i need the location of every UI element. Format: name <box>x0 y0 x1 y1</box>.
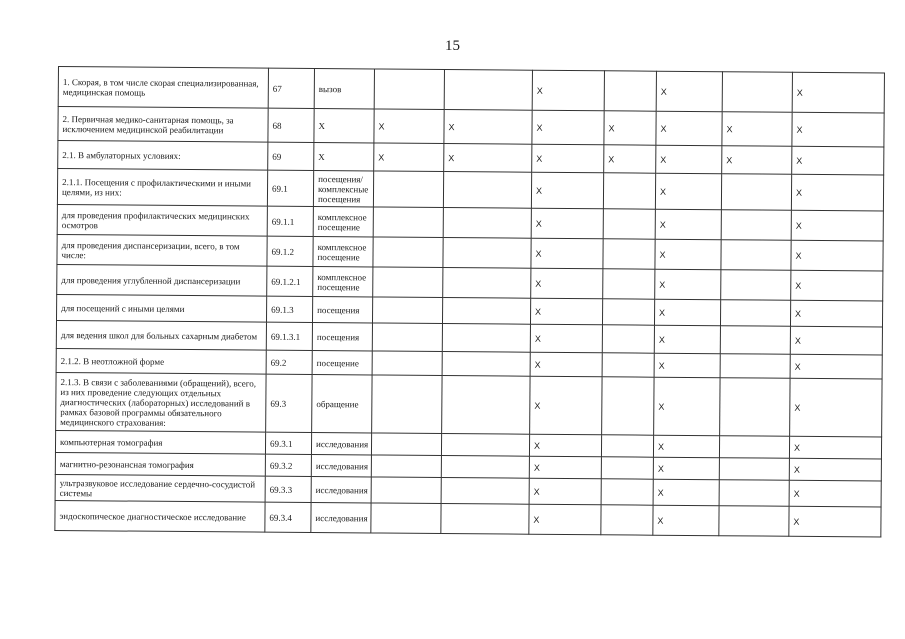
row-name-cell: для ведения школ для больных сахарным диабетом <box>56 320 266 350</box>
row-value-cell <box>721 210 791 241</box>
row-value-cell: Х <box>790 354 882 379</box>
page-number: 15 <box>445 38 460 54</box>
row-value-cell <box>374 69 444 110</box>
row-name-cell: 2.1. В амбулаторных условиях: <box>58 141 268 171</box>
row-name-cell: для проведения профилактических медицинских осмотров <box>57 204 267 236</box>
row-number-cell: 69.1.1 <box>267 206 313 236</box>
row-value-cell <box>601 479 653 505</box>
table-body <box>55 67 885 537</box>
row-value-cell: Х <box>792 72 884 113</box>
row-value-cell <box>601 435 653 457</box>
row-unit-cell: Х <box>314 143 374 171</box>
row-value-cell <box>719 506 789 537</box>
row-value-cell <box>604 71 656 111</box>
row-unit-cell: исследования <box>311 455 371 477</box>
row-number-cell: 68 <box>268 108 314 142</box>
row-value-cell: Х <box>532 144 604 173</box>
row-number-cell: 69.1 <box>267 170 313 206</box>
row-value-cell <box>720 354 790 379</box>
row-number-cell: 69.3.2 <box>265 454 311 476</box>
row-number-cell: 69.3 <box>266 374 312 432</box>
row-value-cell: Х <box>531 268 603 299</box>
row-value-cell <box>442 324 530 353</box>
row-unit-cell: комплексное посещение <box>313 267 373 297</box>
row-value-cell <box>719 436 789 459</box>
row-value-cell <box>442 352 530 377</box>
row-value-cell: Х <box>790 326 882 355</box>
row-number-cell: 69.3.4 <box>265 502 311 532</box>
row-value-cell <box>721 240 791 271</box>
row-value-cell: Х <box>529 434 601 457</box>
row-value-cell <box>602 325 654 353</box>
row-number-cell: 69.1.2 <box>267 236 313 266</box>
row-unit-cell: исследования <box>311 503 371 533</box>
row-value-cell <box>443 238 531 269</box>
row-name-cell: 2.1.3. В связи с заболеваниями (обращений), всего, из них проведение следующих отдельных диагностических (лабораторных) исследований в рамках базовой программы обязательного медицинского страхования: <box>56 372 266 432</box>
row-value-cell <box>372 375 442 434</box>
row-value-cell: Х <box>655 209 721 240</box>
row-value-cell: Х <box>532 110 604 145</box>
row-value-cell <box>602 353 654 377</box>
row-value-cell <box>722 72 792 113</box>
row-value-cell: Х <box>656 145 722 174</box>
row-value-cell: Х <box>791 174 883 211</box>
row-value-cell: Х <box>656 111 722 146</box>
table-row <box>56 372 882 436</box>
row-value-cell: Х <box>789 480 881 507</box>
row-name-cell: 1. Скорая, в том числе скорая специализированная, медицинская помощь <box>58 67 268 109</box>
row-value-cell: Х <box>791 240 883 271</box>
row-value-cell: Х <box>530 298 602 325</box>
row-value-cell <box>442 298 530 325</box>
row-value-cell: Х <box>791 270 883 301</box>
row-value-cell <box>603 209 655 239</box>
row-value-cell: Х <box>604 111 656 145</box>
row-unit-cell: комплексное посещение <box>313 207 373 237</box>
row-unit-cell: комплексное посещение <box>313 237 373 267</box>
row-value-cell <box>443 268 531 299</box>
row-value-cell <box>719 480 789 507</box>
row-unit-cell: обращение <box>312 375 372 433</box>
row-value-cell <box>441 434 529 457</box>
row-unit-cell: посещения <box>312 323 372 351</box>
row-value-cell: Х <box>529 478 601 505</box>
row-unit-cell: вызов <box>314 69 374 109</box>
row-unit-cell: исследования <box>311 433 371 455</box>
row-value-cell <box>373 267 443 298</box>
row-value-cell: Х <box>531 208 603 239</box>
row-value-cell: Х <box>791 210 883 241</box>
row-name-cell: 2.1.1. Посещения с профилактическими и иными целями, из них: <box>57 169 267 207</box>
row-number-cell: 69.1.3 <box>266 296 312 322</box>
row-value-cell: Х <box>529 504 601 535</box>
row-name-cell: для проведения углубленной диспансеризации <box>57 264 267 296</box>
row-name-cell: для посещений с иными целями <box>57 294 267 322</box>
row-value-cell <box>371 455 441 478</box>
row-value-cell: Х <box>653 435 719 458</box>
row-value-cell <box>603 173 655 209</box>
row-value-cell: Х <box>653 457 719 480</box>
row-value-cell: Х <box>374 109 444 144</box>
row-value-cell <box>372 297 442 324</box>
row-value-cell: Х <box>790 378 882 437</box>
row-number-cell: 69.1.3.1 <box>266 322 312 350</box>
row-value-cell <box>443 208 531 239</box>
row-value-cell: Х <box>655 239 721 270</box>
row-value-cell: Х <box>789 506 881 537</box>
row-number-cell: 69 <box>268 142 314 170</box>
row-value-cell <box>373 171 443 208</box>
row-value-cell: Х <box>444 110 532 145</box>
row-unit-cell: исследования <box>311 477 371 503</box>
row-name-cell: компьютерная томография <box>55 430 265 454</box>
table-row <box>58 67 884 113</box>
row-unit-cell: посещение <box>312 351 372 375</box>
table-row <box>55 500 881 536</box>
row-value-cell <box>720 326 790 355</box>
row-value-cell: Х <box>792 112 884 147</box>
row-value-cell: Х <box>604 145 656 173</box>
row-name-cell: ультразвуковое исследование сердечно-сосудистой системы <box>55 474 265 502</box>
row-value-cell: Х <box>654 299 720 326</box>
row-name-cell: 2.1.2. В неотложной форме <box>56 348 266 374</box>
row-name-cell: 2. Первичная медико-санитарная помощь, за исключением медицинской реабилитации <box>58 107 268 143</box>
row-value-cell <box>372 323 442 352</box>
row-value-cell <box>720 300 790 327</box>
row-value-cell: Х <box>532 70 604 111</box>
row-value-cell: Х <box>531 172 603 209</box>
row-value-cell <box>371 503 441 534</box>
row-value-cell <box>721 174 791 211</box>
row-value-cell: Х <box>531 238 603 269</box>
row-value-cell: Х <box>529 456 601 479</box>
row-value-cell <box>601 505 653 535</box>
row-number-cell: 69.1.2.1 <box>267 266 313 296</box>
row-value-cell: Х <box>655 173 721 210</box>
row-value-cell <box>603 269 655 299</box>
row-value-cell <box>603 239 655 269</box>
row-value-cell: Х <box>722 146 792 175</box>
row-value-cell: Х <box>654 377 720 436</box>
row-value-cell <box>441 478 529 505</box>
row-value-cell <box>373 237 443 268</box>
row-value-cell <box>602 377 654 435</box>
row-value-cell: Х <box>656 71 722 112</box>
row-value-cell <box>372 351 442 376</box>
row-value-cell <box>441 456 529 479</box>
row-value-cell: Х <box>653 505 719 536</box>
row-name-cell: для проведения диспансеризации, всего, в том числе: <box>57 234 267 266</box>
row-value-cell: Х <box>792 146 884 175</box>
row-value-cell <box>444 70 532 111</box>
row-value-cell <box>602 299 654 325</box>
row-unit-cell: посещения/ комплексные посещения <box>313 171 373 207</box>
row-value-cell <box>601 457 653 479</box>
row-value-cell: Х <box>654 353 720 378</box>
row-value-cell <box>442 376 530 435</box>
row-unit-cell: посещения <box>312 297 372 323</box>
row-unit-cell: Х <box>314 109 374 143</box>
row-value-cell: Х <box>530 352 602 377</box>
row-value-cell: Х <box>789 436 881 459</box>
row-value-cell <box>443 172 531 209</box>
row-value-cell <box>371 433 441 456</box>
row-value-cell <box>371 477 441 504</box>
row-value-cell: Х <box>655 269 721 300</box>
row-value-cell: Х <box>374 143 444 172</box>
row-value-cell <box>441 504 529 535</box>
row-number-cell: 67 <box>268 68 314 108</box>
row-value-cell: Х <box>654 325 720 354</box>
row-value-cell: Х <box>653 479 719 506</box>
row-value-cell <box>720 378 790 437</box>
row-value-cell <box>721 270 791 301</box>
row-number-cell: 69.3.3 <box>265 476 311 502</box>
row-name-cell: магнитно-резонансная томография <box>55 452 265 476</box>
row-name-cell: эндоскопическое диагностическое исследование <box>55 500 265 532</box>
row-value-cell <box>373 207 443 238</box>
row-value-cell: Х <box>722 112 792 147</box>
row-number-cell: 69.3.1 <box>265 432 311 454</box>
row-value-cell <box>719 458 789 481</box>
row-number-cell: 69.2 <box>266 350 312 374</box>
row-value-cell: Х <box>444 144 532 173</box>
row-value-cell: Х <box>790 300 882 327</box>
row-value-cell: Х <box>789 458 881 481</box>
row-value-cell: Х <box>530 376 602 435</box>
services-table <box>54 66 885 537</box>
row-value-cell: Х <box>530 324 602 353</box>
